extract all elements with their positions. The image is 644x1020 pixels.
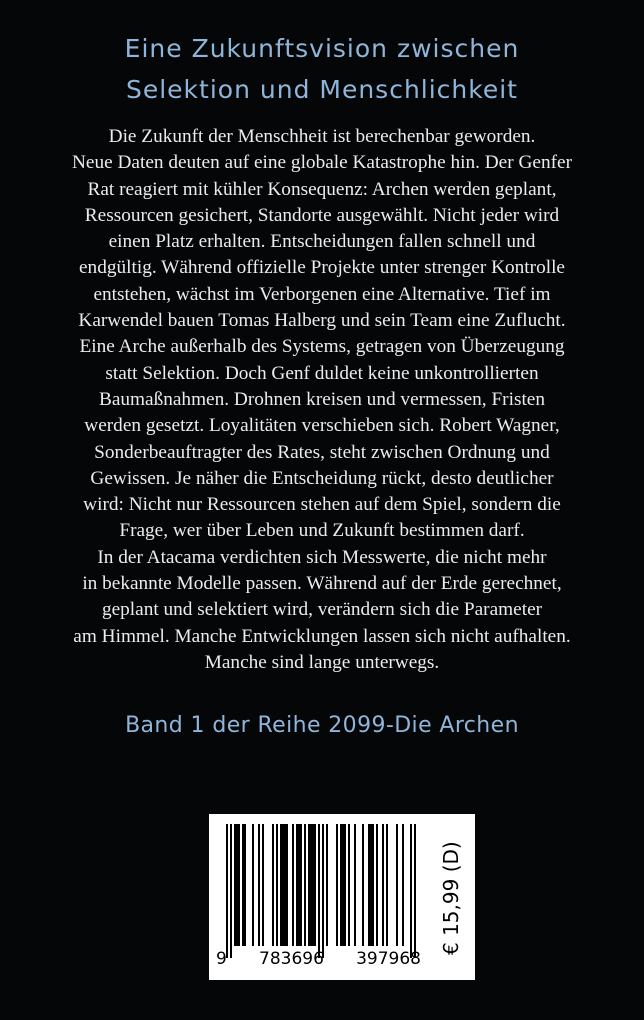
barcode-bar xyxy=(314,824,316,946)
barcode-bar xyxy=(292,824,294,946)
blurb-line: Eine Arche außerhalb des Systems, getragen von Überzeugung xyxy=(79,336,565,358)
barcode-bar xyxy=(308,824,310,946)
barcode-bar xyxy=(272,824,274,946)
barcode-bar xyxy=(386,824,388,946)
barcode-bar xyxy=(336,824,338,946)
headline-line-1: Eine Zukunftsvision zwischen xyxy=(124,34,520,63)
barcode-bar xyxy=(276,824,278,946)
blurb-line: geplant und selektiert wird, verändern sich die Parameter xyxy=(101,599,543,621)
blurb-line: Manche sind lange unterwegs. xyxy=(204,651,440,673)
blurb-line: einen Platz erhalten. Entscheidungen fallen schnell und xyxy=(108,231,536,253)
barcode-bar xyxy=(342,824,344,946)
barcode-bar xyxy=(362,824,364,946)
barcode-bar xyxy=(304,824,306,946)
barcode-bar xyxy=(326,824,328,946)
blurb-line: am Himmel. Manche Entwicklungen lassen sich nicht aufhalten. xyxy=(73,625,571,647)
barcode-bar xyxy=(310,824,312,946)
barcode-bar xyxy=(322,824,324,958)
blurb-line: In der Atacama verdichten sich Messwerte, die nicht mehr xyxy=(97,546,547,568)
barcode-bar xyxy=(234,824,236,946)
blurb-line: Die Zukunft der Menschheit ist berechenbar geworden. xyxy=(108,126,536,147)
barcode-bar xyxy=(368,824,370,946)
isbn-digit-group: 783696 xyxy=(259,949,324,969)
barcode-bar xyxy=(396,824,398,946)
barcode-bar xyxy=(318,824,320,958)
barcode-bar xyxy=(376,824,378,946)
barcode-bar xyxy=(258,824,260,946)
barcode-bar xyxy=(242,824,244,946)
barcode-bar xyxy=(340,824,342,946)
barcode-bar xyxy=(280,824,282,946)
blurb-line: in bekannte Modelle passen. Während auf der Erde gerechnet, xyxy=(82,573,562,595)
blurb-line: Gewissen. Je näher die Entscheidung rückt, desto deutlicher xyxy=(90,467,554,489)
blurb-line: Frage, wer über Leben und Zukunft bestimmen darf. xyxy=(119,520,525,542)
barcode-bar xyxy=(238,824,240,946)
barcode-bar xyxy=(344,824,346,946)
blurb-line: Sonderbeauftragter des Rates, steht zwischen Ordnung und xyxy=(94,441,550,463)
blurb-line: statt Selektion. Doch Genf duldet keine unkontrollierten xyxy=(105,362,539,384)
blurb-line: wird: Nicht nur Ressourcen stehen auf dem Spiel, sondern die xyxy=(83,494,561,516)
barcode-bar xyxy=(244,824,246,946)
barcode-bar xyxy=(230,824,232,958)
barcode-bar xyxy=(226,824,228,958)
headline-line-2: Selektion und Menschlichkeit xyxy=(125,75,518,104)
blurb-line: Neue Daten deuten auf eine globale Katastrophe hin. Der Genfer xyxy=(71,152,573,174)
barcode-bar xyxy=(236,824,238,946)
barcode-bar xyxy=(312,824,314,946)
barcode-bar xyxy=(402,824,404,946)
isbn-digit-group: 397968 xyxy=(356,949,421,969)
blurb-line: Rat reagiert mit kühler Konsequenz: Archen werden geplant, xyxy=(87,178,557,200)
barcode-bar xyxy=(286,824,288,946)
barcode-bar xyxy=(262,824,264,946)
barcode-bar xyxy=(370,824,372,946)
barcode-bar xyxy=(298,824,300,946)
blurb-line: endgültig. Während offizielle Projekte unter strenger Kontrolle xyxy=(79,257,565,279)
barcode-bar xyxy=(414,824,416,958)
series-line: Band 1 der Reihe 2099-Die Archen xyxy=(125,713,519,738)
blurb-line: Karwendel bauen Tomas Halberg und sein Team eine Zuflucht. xyxy=(78,310,566,332)
blurb-line: Ressourcen gesichert, Standorte ausgewählt. Nicht jeder wird xyxy=(84,204,560,226)
barcode-bar xyxy=(382,824,384,946)
barcode-bar xyxy=(282,824,284,946)
isbn-digits xyxy=(216,948,421,970)
blurb-text xyxy=(22,124,622,676)
blurb-line: entstehen, wächst im Verborgenen eine Alternative. Tief im xyxy=(93,283,551,305)
barcode-bar xyxy=(300,824,302,946)
blurb-line: werden gesetzt. Loyalitäten verschieben sich. Robert Wagner, xyxy=(84,415,560,437)
barcode-bar xyxy=(410,824,412,958)
barcode-bar xyxy=(348,824,350,946)
barcode-bar xyxy=(296,824,298,946)
blurb-line: Baumaßnahmen. Drohnen kreisen und vermessen, Fristen xyxy=(98,388,546,410)
cover-headline xyxy=(20,28,624,110)
barcode-panel xyxy=(209,814,475,980)
barcode-bar xyxy=(372,824,374,946)
barcode-bar xyxy=(354,824,356,946)
barcode-bar xyxy=(284,824,286,946)
barcode-bar xyxy=(252,824,254,946)
isbn-digit-group: 9 xyxy=(216,949,227,969)
price-label: € 15,99 (D) xyxy=(439,841,463,955)
